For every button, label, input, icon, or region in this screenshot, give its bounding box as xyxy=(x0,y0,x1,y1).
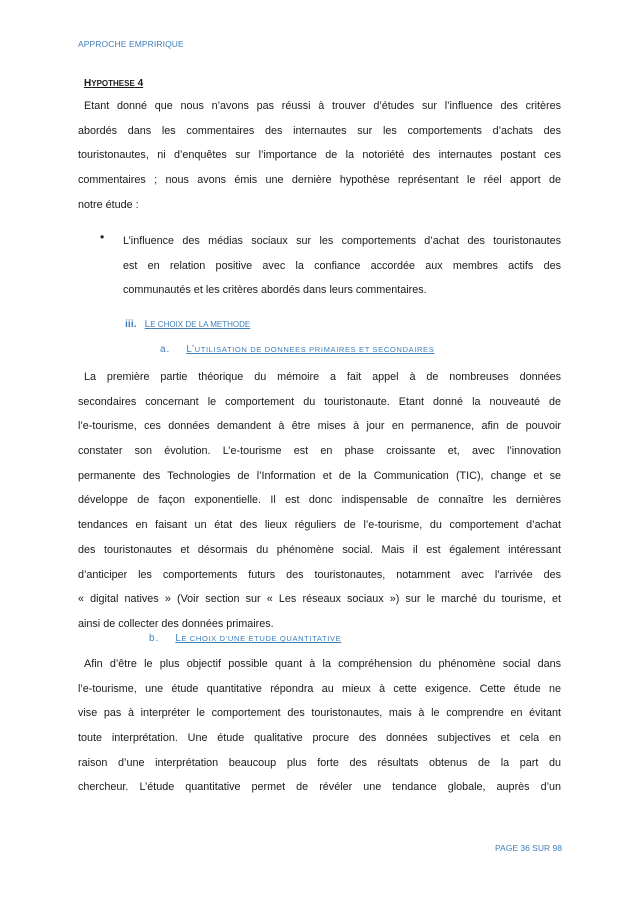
paragraph-line: toute interprétation. Une étude qualitative procure des données subjectives et cela en xyxy=(78,732,561,745)
section-a-heading xyxy=(160,344,434,355)
hypothesis-paragraph xyxy=(78,94,561,217)
section-a-title-rest: UTILISATION DE DONNEES PRIMAIRES ET SECONDAIRES xyxy=(194,345,435,354)
section-b-heading xyxy=(149,633,341,644)
paragraph-line: commentaires ; nous avons émis une dernière hypothèse représentant le réel apport de xyxy=(78,174,561,187)
hypothesis-heading xyxy=(84,78,143,89)
section-b-paragraph xyxy=(78,652,561,800)
paragraph-line: abordés dans les commentaires des internautes sur les comportements d’achats des xyxy=(78,124,561,137)
section-b-label: b. xyxy=(149,633,160,644)
hypothesis-heading-number: 4 xyxy=(134,78,144,89)
section-a-title-initial: L’ xyxy=(186,344,195,355)
paragraph-line: l’e-tourisme, ces données demandent à être mises à jour en permanence, afin de pouvoir xyxy=(78,420,561,433)
bullet-line: est en relation positive avec la confiance accordée aux membres actifs des xyxy=(123,259,561,272)
paragraph-line: permanente des Technologies de l’Information et de la Communication (TIC), change et se xyxy=(78,469,561,482)
paragraph-line: notre étude : xyxy=(78,198,139,211)
section-a-paragraph xyxy=(78,365,561,637)
paragraph-line: développe de façon exponentielle. Il est donc indispensable de connaître les dernières xyxy=(78,494,561,507)
section-iii-title-initial: L xyxy=(144,319,151,330)
paragraph-line: d’anticiper les comportements futurs des touristonautes, notamment avec l’arrivée des xyxy=(78,568,561,581)
bullet-text xyxy=(123,230,561,304)
paragraph-line: vise pas à interpréter le comportement des touristonautes, mais à le comprendre en évitant xyxy=(78,707,561,720)
section-iii-number: iii. xyxy=(125,318,137,330)
running-header: APPROCHE EMPRIRIQUE xyxy=(78,39,184,49)
paragraph-line: raison d’une interprétation beaucoup plus forte des résultats obtenus de la part du xyxy=(78,756,561,769)
bullet-line: L’influence des médias sociaux sur les comportements d’achat des touristonautes xyxy=(123,235,561,247)
paragraph-line: des touristonautes et désormais du phénomène social. Mais il est également intéressant xyxy=(78,543,561,556)
hypothesis-heading-initial: H xyxy=(84,78,92,89)
paragraph-line: l’e-tourisme, une étude quantitative répondra au mieux à cette exigence. Cette étude ne xyxy=(78,682,561,695)
hypothesis-heading-rest: YPOTHESE xyxy=(91,79,135,88)
paragraph-line: constater son évolution. L’e-tourisme est en phase croissante et, avec l’innovation xyxy=(78,445,561,458)
paragraph-line: ainsi de collecter des données primaires. xyxy=(78,617,274,630)
section-iii-title-rest: E CHOIX DE LA METHODE xyxy=(150,320,251,329)
bullet-line: communautés et les critères abordés dans leurs commentaires. xyxy=(123,284,427,297)
paragraph-line: « digital natives » (Voir section sur « Les réseaux sociaux ») sur le marché du tourisme, et xyxy=(78,593,561,606)
section-a-label: a. xyxy=(160,344,171,355)
section-b-title-rest: E CHOIX D’UNE ETUDE QUANTITATIVE xyxy=(181,634,342,643)
paragraph-line: secondaires concernant le comportement du touristonaute. Etant donné la nouveauté de xyxy=(78,395,561,408)
paragraph-line: touristonautes, ni d’enquêtes sur l’importance de la notoriété des internautes postant ces xyxy=(78,149,561,162)
paragraph-line: Etant donné que nous n’avons pas réussi à trouver d’études sur l’influence des critères xyxy=(84,100,561,112)
paragraph-line: Afin d’être le plus objectif possible quant à la compréhension du phénomène social dans xyxy=(84,658,561,670)
paragraph-line: La première partie théorique du mémoire a fait appel à de nombreuses données xyxy=(84,371,561,383)
section-iii-heading xyxy=(125,318,250,330)
page-number-footer: PAGE 36 SUR 98 xyxy=(495,843,562,853)
paragraph-line: tendances en faisant un état des lieux réguliers de l’e-tourisme, du comportement d’achat xyxy=(78,519,561,532)
paragraph-line: chercheur. L’étude quantitative permet de révéler une tendance globale, auprès d’un xyxy=(78,781,561,794)
bullet-symbol: • xyxy=(100,230,105,244)
section-b-title-initial: L xyxy=(175,633,182,644)
